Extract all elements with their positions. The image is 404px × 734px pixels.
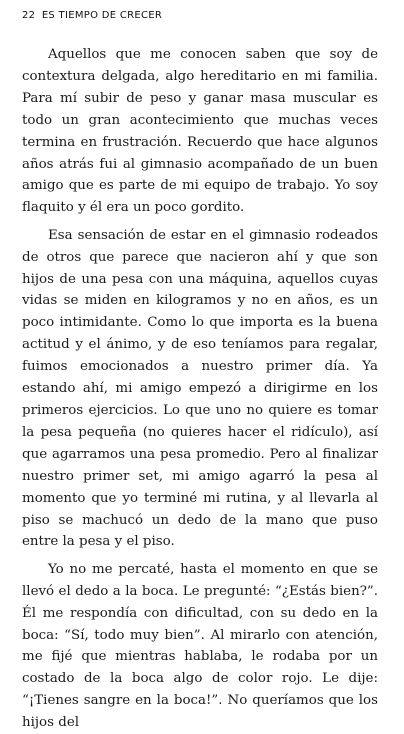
paragraph-1: Aquellos que me conocen saben que soy de contextura delgada, algo hereditario en mi familia. Para mí subir de peso y ganar masa muscular es todo un gran acontecimiento que muchas veces termina en frustración. Recuerdo que hace algunos años atrás fui al gimnasio acompañado de un buen amigo que es parte de mi equipo de trabajo. Yo soy flaquito y él era un poco gordito. xyxy=(22,47,378,216)
page-number: 22 xyxy=(22,10,36,21)
running-header xyxy=(22,10,162,21)
paragraph-2: Esa sensación de estar en el gimnasio rodeados de otros que parece que nacieron ahí y que son hijos de una pesa con una máquina, aquellos cuyas vidas se miden en kilogramos y no en años, es un poco intimidante. Como lo que importa es la buena actitud y el ánimo, y de eso teníamos para regalar, fuimos emocionados a nuestro primer día. Ya estando ahí, mi amigo empezó a dirigirme en los primeros ejercicios. Lo que uno no quiere es tomar la pesa pequeña (no quieres hacer el ridículo), así que agarramos una pesa promedio. Pero al finalizar nuestro primer set, mi amigo agarró la pesa al momento que yo terminé mi rutina, y al llevarla al piso se machucó un dedo de la mano que puso entre la pesa y el piso. xyxy=(22,227,378,550)
body-text xyxy=(22,44,378,734)
chapter-title: ES TIEMPO DE CRECER xyxy=(41,10,163,21)
paragraph-3: Yo no me percaté, hasta el momento en que se llevó el dedo a la boca. Le pregunté: “¿Estás bien?”. Él me respondía con dificultad, con su dedo en la boca: “Sí, todo muy bien”. Al mirarlo con atención, me fijé que mientras hablaba, le rodaba por un costado de la boca algo de color rojo. Le dije: “¡Tienes sangre en la boca!”. No queríamos que los hijos del xyxy=(22,561,378,731)
